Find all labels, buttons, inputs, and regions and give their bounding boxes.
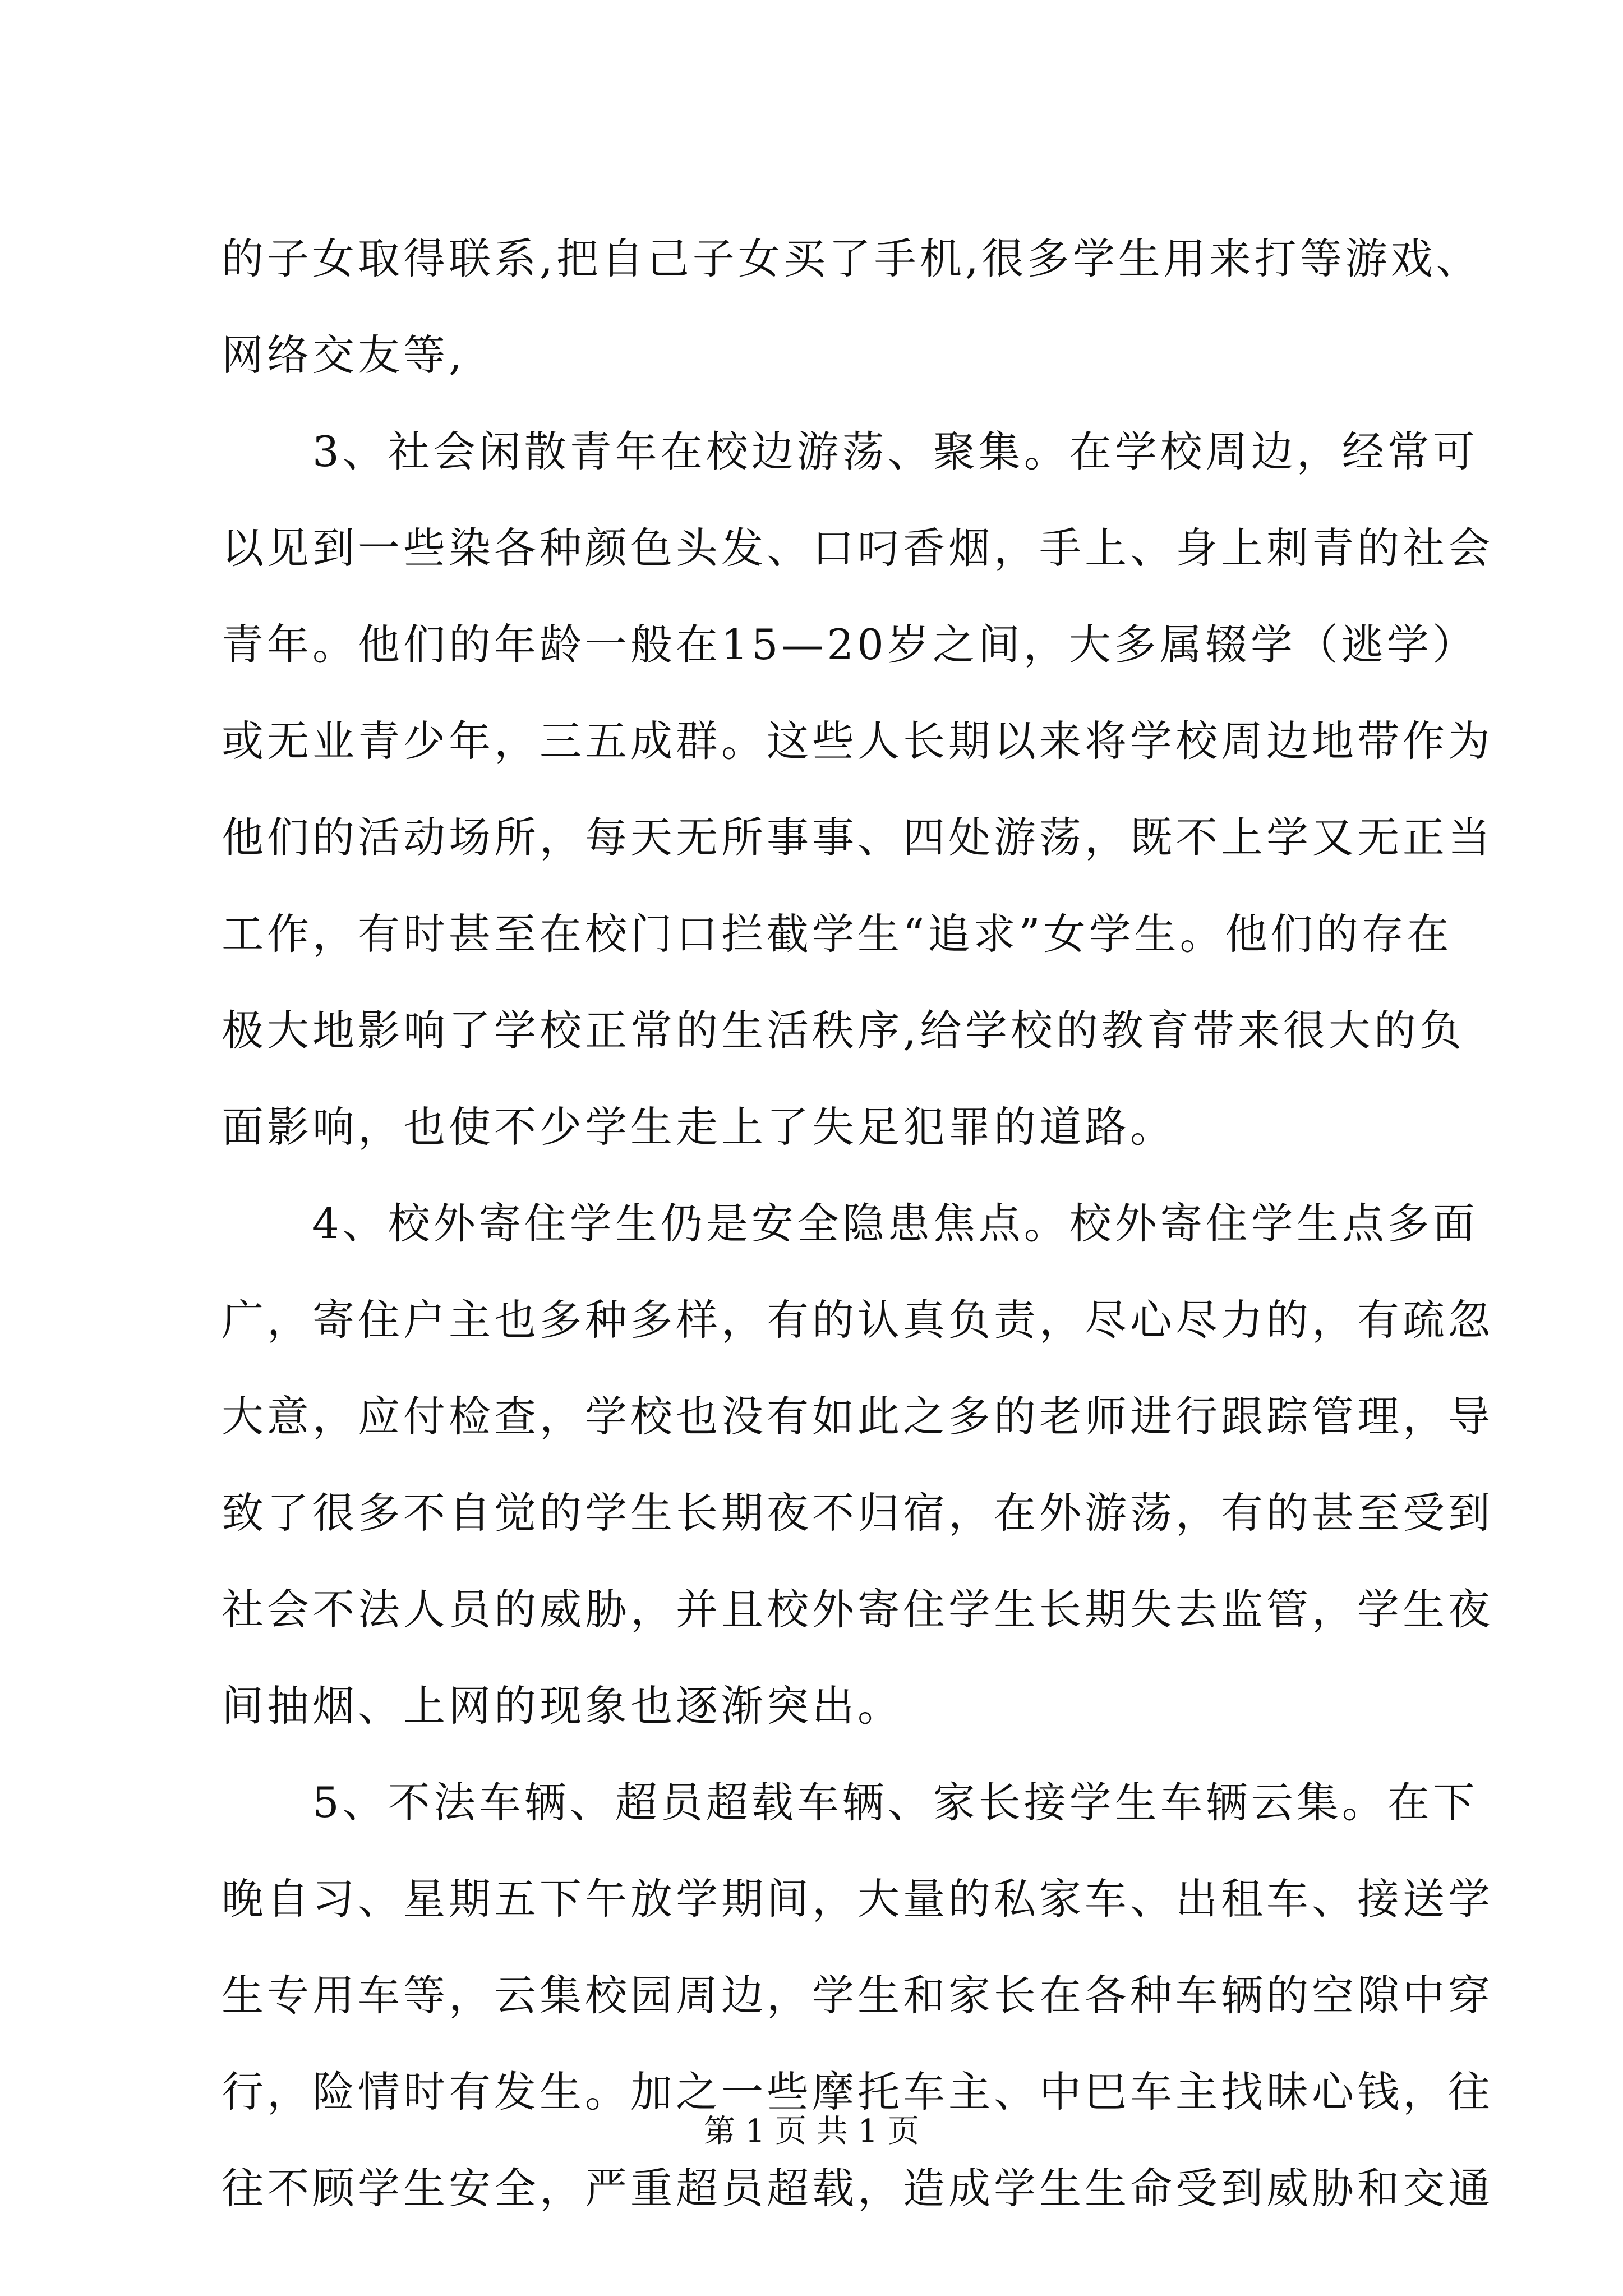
text-line: 网络交友等,: [222, 330, 465, 380]
paragraph-start-line: 5、不法车辆、超员超载车辆、家长接学生车辆云集。在下: [222, 1778, 1478, 1827]
text-line: 广，寄住户主也多种多样，有的认真负责，尽心尽力的，有疏忽: [222, 1295, 1494, 1345]
text-line: 的子女取得联系,把自己子女买了手机,很多学生用来打等游戏、: [222, 234, 1482, 283]
document-body: [222, 210, 1494, 2237]
paragraph-start-line: 3、社会闲散青年在校边游荡、聚集。在学校周边，经常可: [222, 427, 1478, 476]
text-line: 青年。他们的年龄一般在15—20岁之间，大多属辍学（逃学）: [222, 620, 1478, 669]
text-line: 他们的活动场所，每天无所事事、四处游荡，既不上学又无正当: [222, 813, 1494, 862]
text-line: 极大地影响了学校正常的生活秩序,给学校的教育带来很大的负: [222, 1006, 1465, 1055]
text-line: 工作，有时甚至在校门口拦截学生“追求”女学生。他们的存在: [222, 909, 1453, 959]
text-line: 以见到一些染各种颜色头发、口叼香烟，手上、身上刺青的社会: [222, 523, 1494, 573]
text-line: 面影响，也使不少学生走上了失足犯罪的道路。: [222, 1102, 1176, 1152]
text-line: 大意，应付检查，学校也没有如此之多的老师进行跟踪管理，导: [222, 1392, 1494, 1441]
page-number-footer: 第 1 页 共 1 页: [703, 2113, 920, 2150]
text-line: 或无业青少年，三五成群。这些人长期以来将学校周边地带作为: [222, 716, 1494, 766]
text-line: 行，险情时有发生。加之一些摩托车主、中巴车主找昧心钱，往: [222, 2067, 1494, 2116]
text-line: 致了很多不自觉的学生长期夜不归宿，在外游荡，有的甚至受到: [222, 1488, 1494, 1538]
text-line: 社会不法人员的威胁，并且校外寄住学生长期失去监管，学生夜: [222, 1585, 1494, 1634]
text-line: 生专用车等，云集校园周边，学生和家长在各种车辆的空隙中穿: [222, 1971, 1494, 2020]
text-line: 晚自习、星期五下午放学期间，大量的私家车、出租车、接送学: [222, 1874, 1494, 1924]
paragraph-start-line: 4、校外寄住学生仍是安全隐患焦点。校外寄住学生点多面: [222, 1199, 1478, 1248]
text-line: 往不顾学生安全，严重超员超载，造成学生生命受到威胁和交通: [222, 2164, 1494, 2213]
text-line: 间抽烟、上网的现象也逐渐突出。: [222, 1681, 903, 1731]
